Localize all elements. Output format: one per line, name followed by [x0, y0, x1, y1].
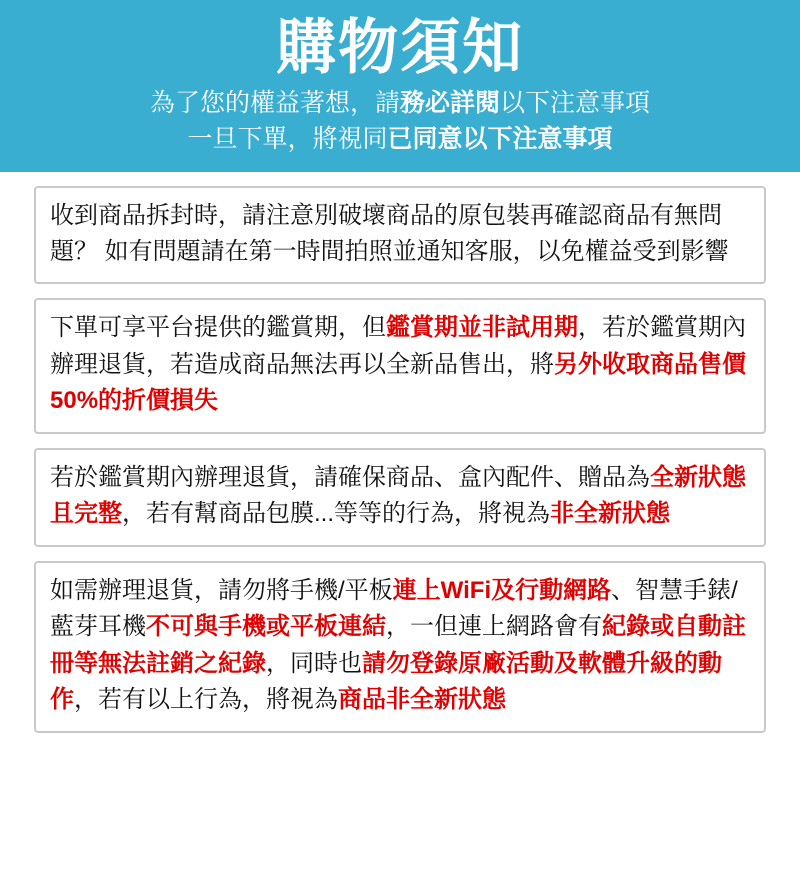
note-paragraph [50, 198, 752, 271]
page-title: 購物須知 [276, 14, 524, 81]
notes-list [0, 172, 800, 733]
note-emphasis-text: 連上WiFi及行動網路 [392, 576, 612, 604]
note-plain-text: ，若於鑑賞期內辦理退貨，若造成商品無法再以全新品售出，將 [50, 314, 746, 378]
header-sub2-emphasis: 已同意以下注意事項 [387, 125, 613, 154]
header-sub1-pre: 為了您的權益著想，請 [149, 89, 400, 117]
note-paragraph [50, 573, 752, 719]
note-plain-text: ，若有幫商品包膜...等等的行為，將視為 [122, 500, 551, 528]
note-plain-text: ，若有以上行為，將視為 [74, 686, 338, 714]
note-plain-text: 、智慧手錶/藍芽耳機 [50, 576, 738, 641]
note-emphasis-text: 鑑賞期並非試用期 [386, 314, 578, 342]
note-plain-text: 若於鑑賞期內辦理退貨，請確保商品、盒內配件、贈品為 [50, 463, 650, 491]
note-plain-text: ，一但連上網路會有 [386, 613, 602, 641]
note-emphasis-text: 全新狀態且完整 [50, 463, 746, 528]
note-emphasis-text: 商品非全新狀態 [338, 686, 506, 714]
note-emphasis-text: 非全新狀態 [550, 500, 671, 528]
note-paragraph [50, 310, 752, 419]
note-plain-text: 收到商品拆封時，請注意別破壞商品的原包裝再確認商品有無問題？ 如有問題請在第一時間拍照並通知客服，以免權益受到影響 [50, 201, 729, 265]
note-unboxing [34, 186, 766, 285]
note-device-activation [34, 561, 766, 733]
note-emphasis-text: 不可與手機或平板連結 [146, 613, 386, 641]
note-emphasis-text: 請勿登錄原廠活動及軟體升級的動作 [50, 649, 722, 714]
header-sub1-emphasis: 務必詳閱 [399, 89, 500, 117]
note-plain-text: 如需辦理退貨，請勿將手機/平板 [50, 576, 393, 604]
note-paragraph [50, 460, 752, 533]
note-plain-text: 下單可享平台提供的鑑賞期，但 [50, 314, 386, 342]
header-subtitle-line-1 [10, 85, 790, 121]
note-emphasis-text: 紀錄或自動註冊等無法註銷之紀錄 [50, 613, 746, 677]
note-plain-text: ，同時也 [266, 649, 362, 677]
header-sub1-post: 以下注意事項 [500, 89, 651, 117]
note-return-condition [34, 448, 766, 547]
page-header [0, 0, 800, 172]
note-trial-period [34, 298, 766, 433]
note-emphasis-text: 另外收取商品售價50%的折價損失 [50, 350, 746, 415]
header-sub2-pre: 一旦下單，將視同 [187, 125, 388, 154]
header-subtitle-line-2 [10, 121, 790, 157]
